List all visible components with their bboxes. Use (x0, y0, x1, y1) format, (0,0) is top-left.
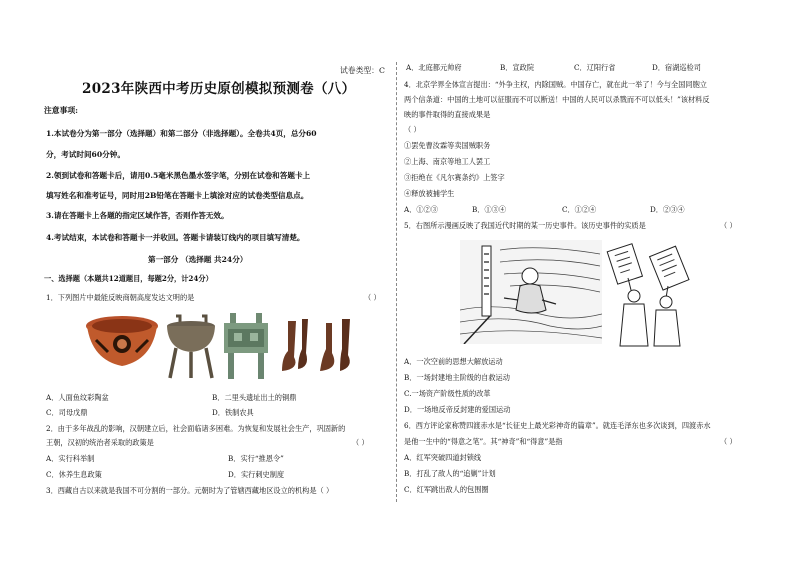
q5-stem: 5．右图所示漫画反映了我国近代时期的某一历史事件。该历史事件的实质是 (404, 221, 646, 230)
q1-option-b: B．二里头遗址出土的铜鼎 (212, 393, 297, 402)
page-title: 2023年陕西中考历史原创模拟预测卷（八） (82, 81, 356, 97)
q2-option-c: C．休养生息政策 (46, 470, 102, 479)
q1-option-a: A．人面鱼纹彩陶盆 (46, 393, 109, 402)
notice-item: 分，考试时间60分钟。 (46, 150, 125, 159)
q4-stem-line1: 4．北京学界全体宣言提出：“外争主权，内除国贼。中国存亡，就在此一举了！今与全国同胞立 (404, 80, 707, 89)
q2-stem-line1: 2．由于多年战乱的影响，汉朝建立后，社会面临诸多困难。为恢复和发展社会生产，巩固新的 (46, 424, 346, 433)
right-column (402, 0, 764, 562)
notice-heading: 注意事项: (44, 106, 79, 115)
q5-option-b: B．一场封建地主阶级的自救运动 (404, 373, 510, 382)
q4-option-c: C．①②④ (562, 205, 597, 214)
q4-option-a: A．①②③ (404, 205, 438, 214)
q2-option-d: D．实行刺史制度 (228, 470, 285, 479)
left-column (42, 0, 390, 562)
q3-option-d: D．宿湖巡检司 (652, 63, 701, 72)
notice-item: 填写姓名和准考证号，同时用2B铅笔在答题卡上填涂对应的试卷类型信息点。 (46, 191, 309, 200)
q5-option-d: D．一场地反帝反封建的爱国运动 (404, 405, 511, 414)
q5-paren: （ ） (720, 221, 737, 230)
part1-heading: 第一部分 （选择题 共24分） (148, 255, 248, 264)
cartoon-right-panel-image (604, 238, 696, 350)
simuwu-ding-image (220, 313, 272, 381)
q6-stem-line1: 6．西方评论家称赞四渡赤水是“长征史上最光彩神奇的篇章”。就连毛泽东也多次谈到，四渡赤水 (404, 421, 711, 430)
q4-stem-line3: 映的事件取得的直接成果是 (404, 110, 491, 119)
q6-option-a: A．红军突破四道封锁线 (404, 453, 482, 462)
q6-paren: （ ） (720, 437, 737, 446)
q6-stem-line2: 是他一生中的“得意之笔”。其“神奇”和“得意”是指 (404, 437, 563, 446)
q4-option-d: D．②③④ (650, 205, 685, 214)
q3-option-a: A．北庭都元帅府 (406, 63, 462, 72)
q4-item: ②上海、南京等地工人罢工 (404, 157, 491, 166)
column-divider (396, 62, 397, 502)
q4-option-b: B．①③④ (472, 205, 507, 214)
notice-item: 2.领到试卷和答题卡后，请用0.5毫米黑色墨水签字笔，分别在试卷和答题卡上 (46, 171, 311, 180)
q5-option-a: A．一次空前的思想大解放运动 (404, 357, 503, 366)
painted-pottery-basin-image (84, 312, 160, 372)
q4-item: ③拒绝在《凡尔赛条约》上签字 (404, 173, 505, 182)
q6-option-c: C．红军跳出敌人的包围圈 (404, 485, 489, 494)
cartoon-left-panel-image (460, 240, 602, 344)
q2-option-b: B．实行“推恩令” (228, 454, 284, 463)
q2-stem-line2: 王朝，汉初的统治者采取的政策是 (46, 438, 154, 447)
q6-option-b: B．打乱了敌人的“追剿”计划 (404, 469, 496, 478)
q4-item: ①罢免曹汝霖等卖国贼职务 (404, 141, 491, 150)
q2-paren: （ ） (352, 438, 369, 447)
q4-stem-line2: 两个信条道：中国的土地可以征服而不可以断送！中国的人民可以杀戮而不可以低头！”该材料反 (404, 95, 710, 104)
q2-option-a: A．实行科举制 (46, 454, 95, 463)
q4-item: ④释放被捕学生 (404, 189, 455, 198)
q4-paren: （ ） (404, 125, 421, 134)
paper-type: 试卷类型：C (340, 66, 385, 75)
q1-option-c: C．司母戊鼎 (46, 408, 88, 417)
q3-option-b: B．宣政院 (500, 63, 535, 72)
q1-stem: 1．下列图片中最能反映商朝高度发达文明的是 (46, 293, 195, 302)
notice-item: 1.本试卷分为第一部分（选择题）和第二部分（非选择题）。全卷共4页，总分60 (46, 129, 317, 138)
notice-item: 4.考试结束，本试卷和答题卡一并收回。答题卡请装订线内的项目填写清楚。 (46, 233, 305, 242)
erlitou-bronze-ding-image (164, 314, 218, 380)
q1-paren: （ ） (364, 293, 381, 302)
q3-stem: 3．西藏自古以来就是我国不可分割的一部分。元朝时为了管辖西藏地区设立的机构是（ ） (46, 486, 334, 495)
section-heading: 一、选择题（本题共12道题目，每题2分，计24分） (44, 274, 213, 283)
q5-option-c: C.一场资产阶级性质的改革 (404, 389, 491, 398)
q3-option-c: C．辽阳行省 (574, 63, 616, 72)
notice-item: 3.请在答题卡上各题的指定区域作答，否则作答无效。 (46, 211, 229, 220)
iron-farm-tools-image (280, 313, 360, 375)
q1-option-d: D．铁制农具 (212, 408, 254, 417)
